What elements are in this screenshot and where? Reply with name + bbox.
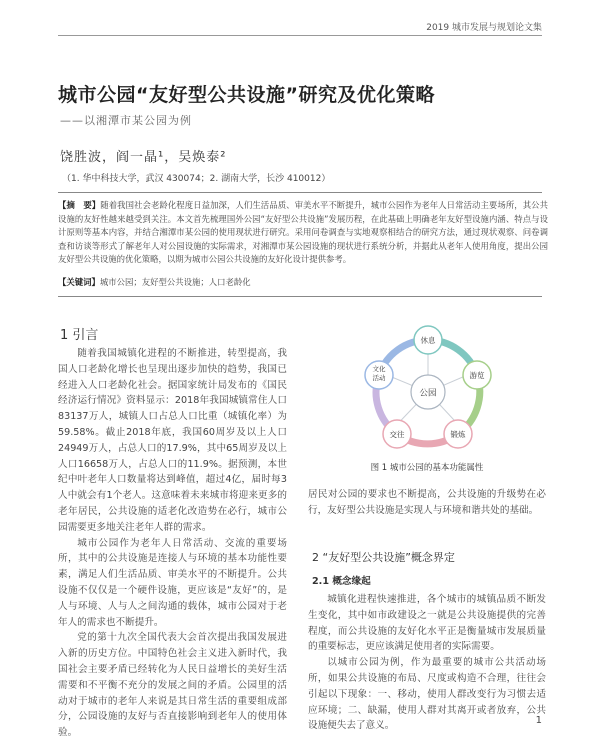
paper-subtitle: ——以湘潭市某公园为例 xyxy=(60,114,192,127)
paragraph: 随着我国城镇化进程的不断推进，转型提高，我国人口老龄化增长也呈现出逐步加快的趋势，我国已经进入人口老龄化社会。据国家统计局发布的《国民经济运行情况》资料显示：2018年我国城镇常住人口83137万人，城镇人口占总人口比重（城镇化率）为59.58%。截止2018年底，我国60周岁及以上人口24949万人，占总人口的17.9%，其中65周岁及以上人口16658万人，占总人口的11.9%。据预测，本世纪中叶老年人口数量将达到峰值，超过4亿，届时每3人中就会有1个老人。这意味着未来城市将迎来更多的老年居民，公共设施的适老化改造势在必行，城市公园需要更多地关注老年人群的需求。 xyxy=(58,348,287,533)
journal-name: 2019 城市发展与规划论文集 xyxy=(426,23,542,33)
park-function-diagram xyxy=(315,318,540,463)
right-column-body xyxy=(308,592,546,734)
abstract-top-rule xyxy=(58,192,542,193)
figure-caption: 图 1 城市公园的基本功能属性 xyxy=(370,463,484,473)
abstract-text: 随着我国社会老龄化程度日益加深，人们生活品质、审美水平不断提升，城市公园作为老年人日常活动主要场所，其公共设施的友好性越来越受到关注。本文首先梳理国外公园“友好型公共设施”发展历程，在此基础上明确老年友好型设施内涵、特点与设计原则等基本内容，并结合湘潭市某公园的使用现状进行研究。采用问卷调查与实地观察相结合的研究方法，通过现状观察、问卷调查和访谈等形式了解老年人对公园设施的实际需求，对湘潭市某公园设施的现状进行系统分析，并据此从老年人使用角度，提出公园友好型公共设施的优化策略，以期为城市公园公共设施的友好化设计提供参考。 xyxy=(58,200,548,264)
abstract-label: 【摘 要】 xyxy=(58,200,101,210)
author-list: 饶胜波，阎一晶¹，吴焕泰² xyxy=(60,150,227,165)
keywords xyxy=(58,276,548,288)
paragraph: 党的第十九次全国代表大会首次提出我国发展进入新的历史方位。中国特色社会主义进入新时代，我国社会主要矛盾已经转化为人民日益增长的美好生活需要和不平衡不充分的发展之间的矛盾。公园里的活动对于城市的老年人来说是其日常生活的重要组成部分，公园设施的友好与否直接影响到老年人的使用体验。 xyxy=(58,632,287,739)
left-column-body xyxy=(58,346,287,741)
section-1-heading: 1 引言 xyxy=(60,328,99,343)
page-number: 1 xyxy=(535,715,542,726)
abstract-bottom-rule xyxy=(58,296,542,297)
node-label: 锻炼 xyxy=(450,430,466,439)
section-2-1-heading: 2.1 概念缘起 xyxy=(312,576,371,587)
node-label: 交往 xyxy=(389,430,405,439)
abstract xyxy=(58,199,548,267)
paper-title: 城市公园“友好型公共设施”研究及优化策略 xyxy=(58,84,435,106)
node-label: 游览 xyxy=(469,371,485,380)
affiliation: （1. 华中科技大学，武汉 430074；2. 湖南大学，长沙 410012） xyxy=(62,174,331,184)
paragraph: 城市公园作为老年人日常活动、交流的重要场所，其中的公共设施是连接人与环境的基本功能性要素，满足人们生活品质、审美水平的不断提升。公共设施不仅仅是一个硬件设施，更应该是“友好”的，是人与环境、人与人之间沟通的载体，城市公园对于老年人的需求也不断提升。 xyxy=(58,537,287,628)
header-rule xyxy=(58,35,542,36)
node-label: 休息 xyxy=(420,336,436,345)
section-2-heading: 2 “友好型公共设施”概念界定 xyxy=(312,551,455,564)
right-column-top xyxy=(308,487,546,519)
paragraph: 居民对公园的要求也不断提高，公共设施的升级势在必行，友好型公共设施是实现人与环境和谐共处的基础。 xyxy=(308,489,546,516)
running-header xyxy=(0,0,600,36)
node-label-line1: 文化 xyxy=(372,365,386,373)
center-label: 公园 xyxy=(419,388,437,399)
keywords-text: 城市公园；友好型公共设施；人口老龄化 xyxy=(99,277,251,287)
paragraph: 城镇化进程快速推进，各个城市的城镇品质不断发生变化，其中如市政建设之一就是公共设施提供的完善程度，而公共设施的友好化水平正是衡量城市发展质量的重要标志，更应该满足使用者的实际需要。 xyxy=(308,594,546,653)
paragraph: 以城市公园为例，作为最重要的城市公共活动场所，如果公共设施的布局、尺度或构造不合理，往往会引起以下现象：一、移动，使用人群改变行为习惯去适应环境；二、缺漏，使用人群对其离开或者放弃，公共设施便失去了意义。 xyxy=(308,657,546,732)
keywords-label: 【关键词】 xyxy=(58,277,100,287)
node-label-line2: 活动 xyxy=(372,374,386,382)
